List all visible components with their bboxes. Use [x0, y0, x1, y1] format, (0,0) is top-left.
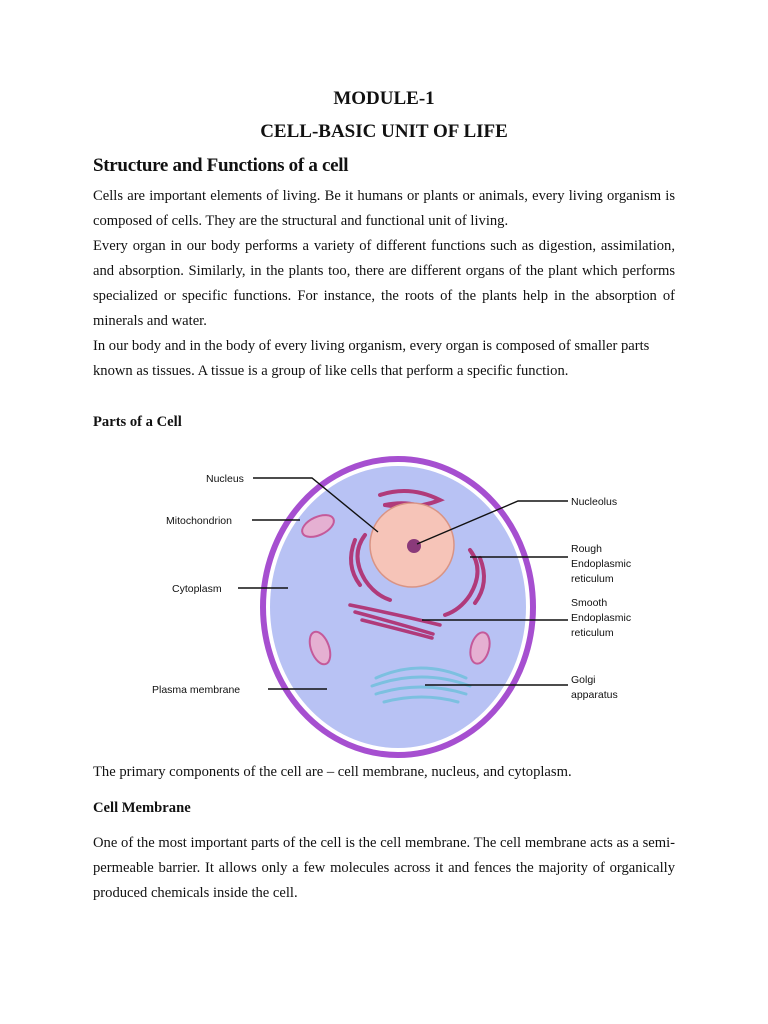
label-smooth-er-1: Smooth	[571, 597, 608, 609]
label-nucleus: Nucleus	[206, 473, 244, 485]
components-sentence: The primary components of the cell are – cell membrane, nucleus, and cytoplasm.	[93, 764, 572, 780]
parts-heading: Parts of a Cell	[93, 414, 182, 430]
label-nucleolus: Nucleolus	[571, 496, 618, 508]
label-golgi-1: Golgi	[571, 674, 596, 686]
module-subtitle: CELL-BASIC UNIT OF LIFE	[260, 121, 508, 142]
intro-paragraph-1: Cells are important elements of living. Be it humans or plants or animals, every living organism is composed of cells. They are the structural and functional unit of living.	[93, 188, 675, 229]
label-cytoplasm: Cytoplasm	[172, 583, 222, 595]
intro-paragraph-2: Every organ in our body performs a variety of different functions such as digestion, assimilation, and absorption. Similarly, in the plants too, there are different organs of the plant which performs specialized or specific functions. For instance, the roots of the plants help in the absorption of minerals and water.	[93, 238, 675, 329]
label-smooth-er-3: reticulum	[571, 627, 614, 639]
cell-diagram	[140, 440, 660, 760]
label-smooth-er-2: Endoplasmic	[571, 612, 632, 624]
label-mitochondrion: Mitochondrion	[166, 515, 232, 527]
module-title: MODULE-1	[333, 88, 435, 109]
label-plasma-membrane: Plasma membrane	[152, 684, 241, 696]
cell-membrane-heading: Cell Membrane	[93, 800, 191, 816]
label-rough-er-2: Endoplasmic	[571, 558, 632, 570]
intro-paragraph-3: In our body and in the body of every living organism, every organ is composed of smaller parts known as tissues. A tissue is a group of like cells that perform a specific function.	[93, 338, 650, 379]
label-golgi-2: apparatus	[571, 689, 618, 701]
cell-membrane-paragraph: One of the most important parts of the cell is the cell membrane. The cell membrane acts as a semi-permeable barrier. It allows only a few molecules across it and fences the majority of organically produced chemicals inside the cell.	[93, 835, 675, 901]
label-rough-er-1: Rough	[571, 543, 602, 555]
section-heading: Structure and Functions of a cell	[93, 155, 349, 176]
nucleolus-shape	[407, 539, 421, 553]
label-rough-er-3: reticulum	[571, 573, 614, 585]
